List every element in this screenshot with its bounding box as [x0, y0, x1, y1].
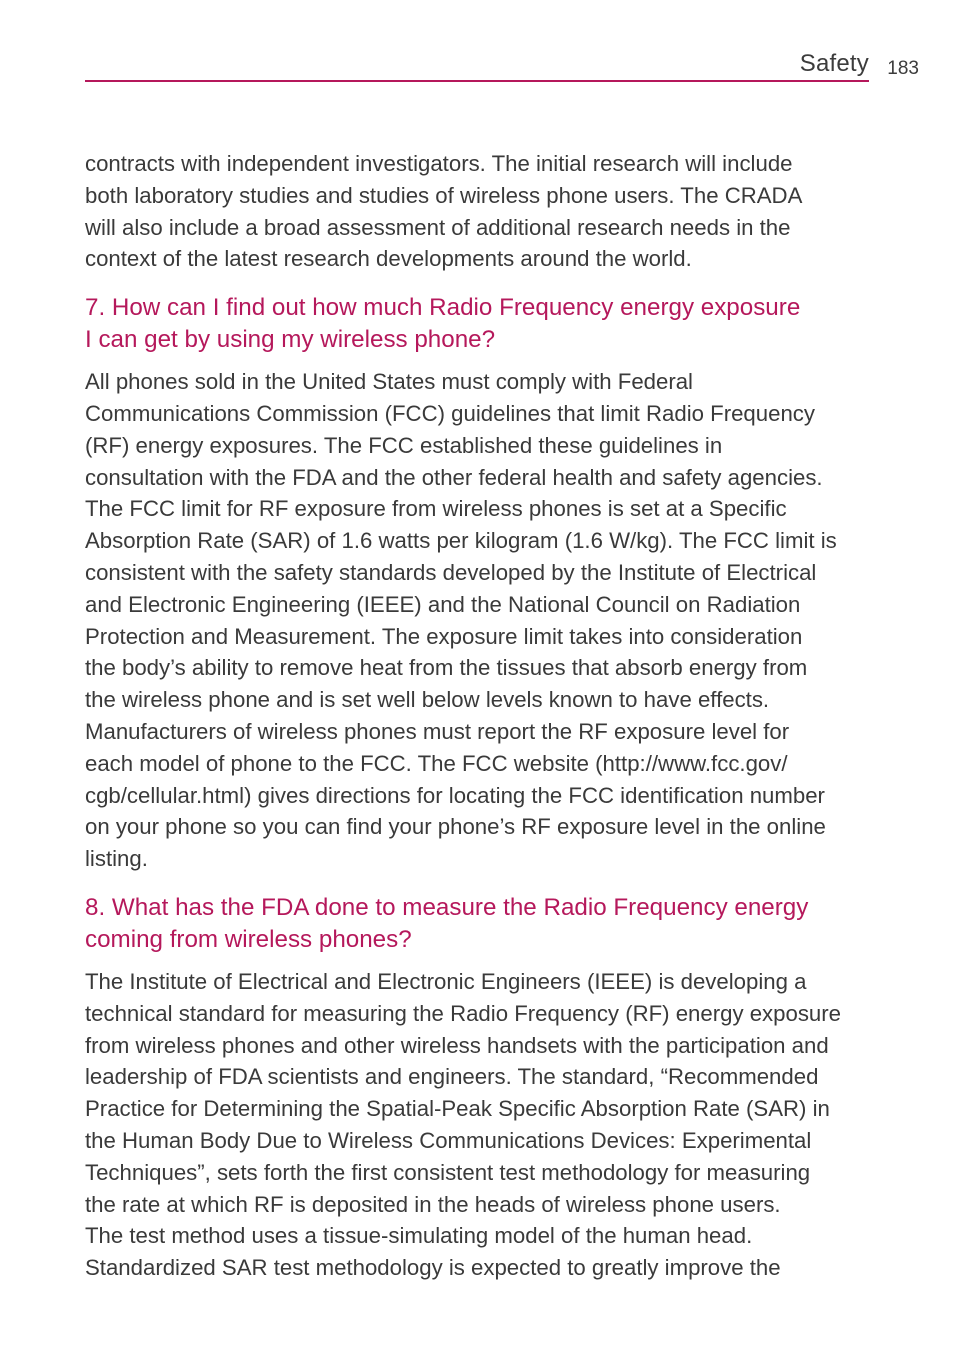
heading-line: 8. What has the FDA done to measure the Radio Frequency energy: [85, 893, 809, 921]
page-header: [85, 48, 919, 88]
heading-line: 7. How can I find out how much Radio Frequency energy exposure: [85, 294, 801, 322]
text-line: The Institute of Electrical and Electronic Engineers (IEEE) is developing a: [85, 968, 807, 994]
question-7-heading: [85, 292, 885, 356]
text-line: The FCC limit for RF exposure from wireless phones is set at a Specific: [85, 496, 787, 522]
paragraph-fcc-limits: [85, 366, 885, 875]
text-line: Communications Commission (FCC) guidelines that limit Radio Frequency: [85, 400, 815, 426]
text-line: Standardized SAR test methodology is expected to greatly improve the: [85, 1255, 781, 1281]
text-line: listing.: [85, 846, 148, 872]
text-line: Manufacturers of wireless phones must report the RF exposure level for: [85, 718, 790, 744]
text-line: The test method uses a tissue-simulating model of the human head.: [85, 1223, 753, 1249]
text-line: leadership of FDA scientists and engineers. The standard, “Recommended: [85, 1064, 819, 1090]
heading-line: I can get by using my wireless phone?: [85, 326, 496, 354]
text-line: cgb/cellular.html) gives directions for locating the FCC identification number: [85, 782, 825, 808]
text-line: consultation with the FDA and the other federal health and safety agencies.: [85, 464, 823, 490]
text-line: on your phone so you can find your phone’s RF exposure level in the online: [85, 814, 826, 840]
text-line: (RF) energy exposures. The FCC established these guidelines in: [85, 432, 723, 458]
text-line: technical standard for measuring the Radio Frequency (RF) energy exposure: [85, 1000, 841, 1026]
text-line: Protection and Measurement. The exposure limit takes into consideration: [85, 623, 803, 649]
text-line: the rate at which RF is deposited in the heads of wireless phone users.: [85, 1191, 781, 1217]
text-line: each model of phone to the FCC. The FCC website (http://www.fcc.gov/: [85, 750, 788, 776]
text-line: and Electronic Engineering (IEEE) and the National Council on Radiation: [85, 591, 801, 617]
page-content: [85, 148, 885, 1284]
text-line: the body’s ability to remove heat from the tissues that absorb energy from: [85, 655, 808, 681]
text-line: Absorption Rate (SAR) of 1.6 watts per kilogram (1.6 W/kg). The FCC limit is: [85, 528, 837, 554]
text-line: the Human Body Due to Wireless Communications Devices: Experimental: [85, 1127, 812, 1153]
text-line: the wireless phone and is set well below levels known to have effects.: [85, 687, 770, 713]
text-line: consistent with the safety standards developed by the Institute of Electrical: [85, 559, 817, 585]
text-line: All phones sold in the United States must comply with Federal: [85, 369, 693, 395]
text-line: from wireless phones and other wireless handsets with the participation and: [85, 1032, 829, 1058]
question-8-heading: [85, 892, 885, 956]
text-line: will also include a broad assessment of additional research needs in the: [85, 214, 791, 240]
heading-line: coming from wireless phones?: [85, 925, 412, 953]
text-line: Practice for Determining the Spatial-Peak Specific Absorption Rate (SAR) in: [85, 1096, 830, 1122]
text-line: context of the latest research developments around the world.: [85, 246, 692, 272]
section-title: Safety: [799, 50, 869, 77]
text-line: contracts with independent investigators. The initial research will include: [85, 151, 793, 176]
header-rule: [85, 80, 869, 82]
paragraph-cradda-continued: [85, 148, 885, 275]
text-line: both laboratory studies and studies of wireless phone users. The CRADA: [85, 182, 803, 208]
text-line: Techniques”, sets forth the first consistent test methodology for measuring: [85, 1159, 811, 1185]
paragraph-ieee-standard: [85, 966, 885, 1284]
page-number: 183: [887, 58, 919, 79]
